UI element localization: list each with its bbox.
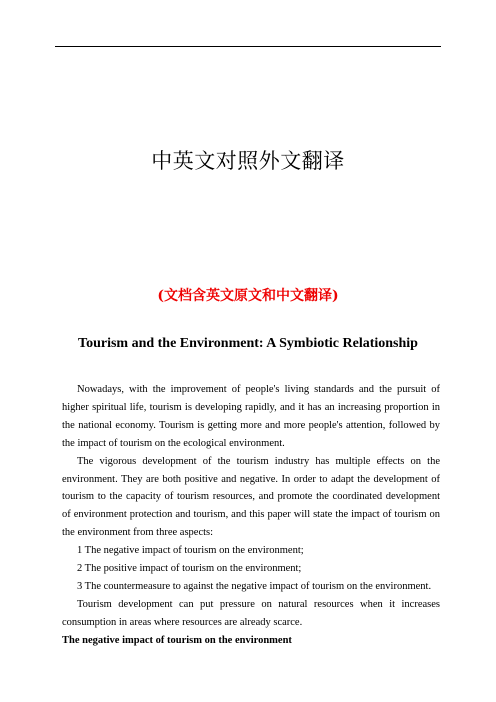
article-body [62,381,440,650]
document-subtitle: (文档含英文原文和中文翻译) [157,288,339,304]
paragraph-development: The vigorous development of the tourism industry has multiple effects on the environment. They are both positive and negative. In order to adapt the development of tourism to the capacity of tourism resources, and promote the coordinated development of environment protection and tourism, and this paper will state the impact of tourism on the environment from three aspects: [62,455,440,539]
paragraph-intro: Nowadays, with the improvement of people's living standards and the pursuit of higher spiritual life, tourism is developing rapidly, and it has an increasing proportion in the national economy. Tourism is getting more and more people's attention, followed by the impact of tourism on the ecological environment. [62,384,440,449]
header-rule [55,46,441,47]
aspect-item-1: 1 The negative impact of tourism on the environment; [77,545,304,557]
section-heading: The negative impact of tourism on the environment [62,634,292,646]
document-main-title: 中英文对照外文翻译 [151,149,345,173]
aspect-item-3: 3 The countermeasure to against the negative impact of tourism on the environment. [77,580,432,592]
aspect-item-2: 2 The positive impact of tourism on the environment; [77,563,302,575]
article-title: Tourism and the Environment: A Symbiotic Relationship [78,336,418,351]
paragraph-resources: Tourism development can put pressure on natural resources when it increases consumption in areas where resources are already scarce. [62,598,440,628]
